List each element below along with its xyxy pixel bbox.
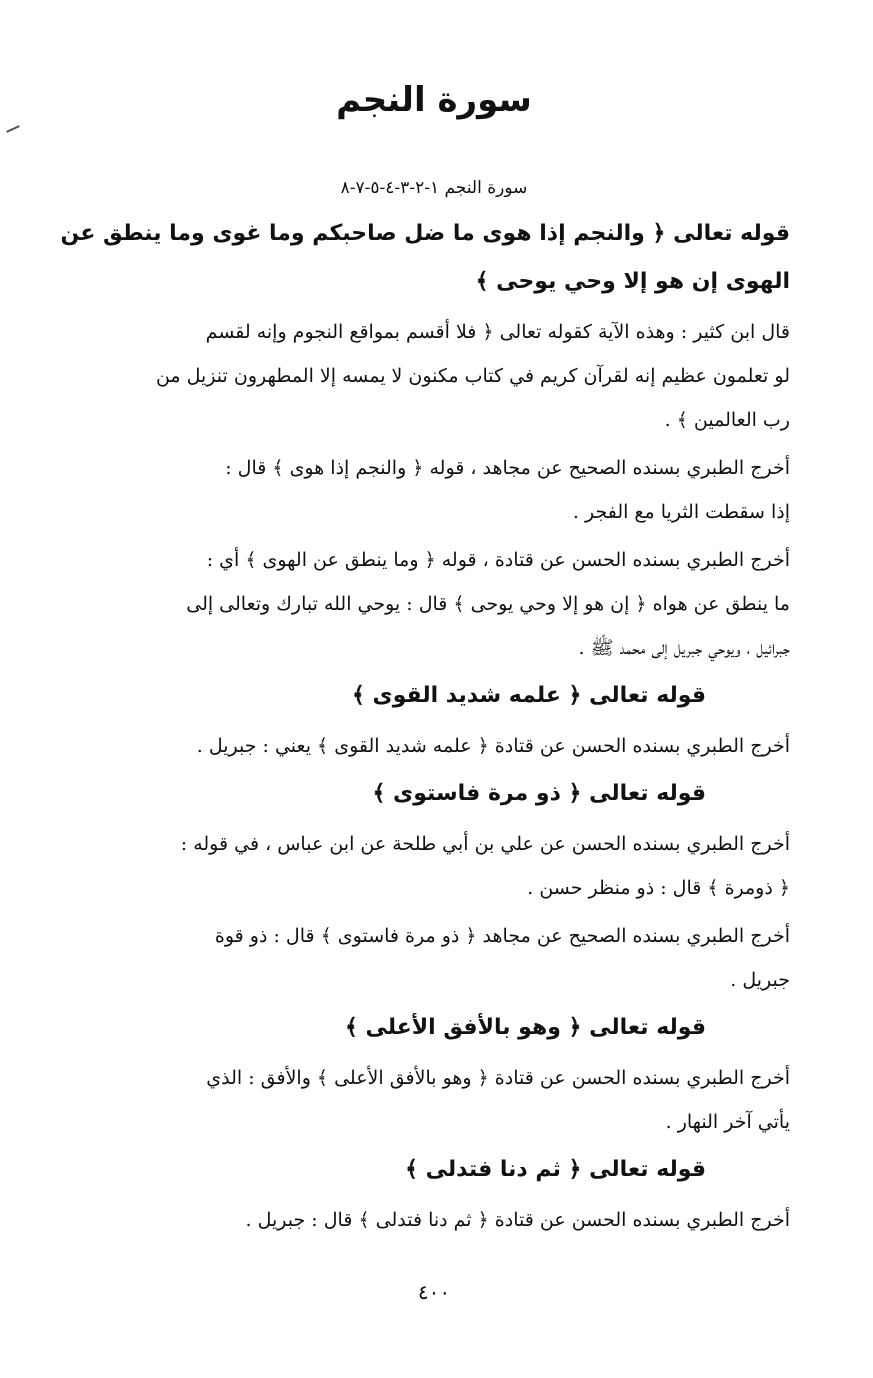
document-page xyxy=(60,0,790,1378)
page-number: ٤٠٠ xyxy=(417,1280,451,1304)
paragraph-line: جبريل . xyxy=(730,969,790,991)
paragraph-line: أخرج الطبري بسنده الحسن عن قتادة ﴿ ثم دنا فتدلى ﴾ قال : جبريل . xyxy=(245,1209,790,1231)
document-body xyxy=(60,210,790,1244)
verse-heading xyxy=(78,770,790,818)
section-reference: سورة النجم ١-٢-٣-٤-٥-٧-٨ xyxy=(340,178,528,198)
verse-heading xyxy=(78,1146,790,1194)
paragraph-line: إذا سقطت الثريا مع الفجر . xyxy=(572,501,790,523)
commentary-paragraph xyxy=(78,1198,790,1242)
heading-line: قوله تعالى ﴿ ذو مرة فاستوى ﴾ xyxy=(372,781,706,806)
verse-heading xyxy=(60,210,790,306)
paragraph-line: أخرج الطبري بسنده الحسن عن قتادة ، قوله ﴿ وما ينطق عن الهوى ﴾ أي : xyxy=(206,549,790,571)
paragraph-line: قال ابن كثير : وهذه الآية كقوله تعالى ﴿ فلا أقسم بمواقع النجوم وإنه لقسم xyxy=(205,321,790,343)
heading-line: الهوى إن هو إلا وحي يوحى ﴾ xyxy=(475,269,790,294)
heading-line: قوله تعالى ﴿ والنجم إذا هوى ما ضل صاحبكم وما غوى وما ينطق عن xyxy=(60,221,790,246)
verse-heading xyxy=(78,1004,790,1052)
paragraph-line: أخرج الطبري بسنده الحسن عن قتادة ﴿ وهو بالأفق الأعلى ﴾ والأفق : الذي xyxy=(206,1067,790,1089)
paragraph-line: جبرائيل ، ويوحي جبريل إلى محمد ﷺ . xyxy=(578,637,790,659)
paragraph-line: لو تعلمون عظيم إنه لقرآن كريم في كتاب مكنون لا يمسه إلا المطهرون تنزيل من xyxy=(155,365,790,387)
commentary-paragraph xyxy=(78,914,790,1002)
commentary-paragraph xyxy=(78,446,790,534)
commentary-paragraph xyxy=(78,724,790,768)
paragraph-line: أخرج الطبري بسنده الصحيح عن مجاهد ﴿ ذو مرة فاستوى ﴾ قال : ذو قوة xyxy=(214,925,790,947)
commentary-paragraph xyxy=(78,538,790,670)
paragraph-line: رب العالمين ﴾ . xyxy=(664,409,790,431)
page-title: سورة النجم xyxy=(336,80,532,120)
paragraph-line: ما ينطق عن هواه ﴿ إن هو إلا وحي يوحى ﴾ قال : يوحي الله تبارك وتعالى إلى xyxy=(186,593,790,615)
paragraph-line: أخرج الطبري بسنده الحسن عن قتادة ﴿ علمه شديد القوى ﴾ يعني : جبريل . xyxy=(196,735,790,757)
commentary-paragraph xyxy=(78,310,790,442)
commentary-paragraph xyxy=(78,1056,790,1144)
paragraph-line: أخرج الطبري بسنده الحسن عن علي بن أبي طلحة عن ابن عباس ، في قوله : xyxy=(180,833,790,855)
heading-line: قوله تعالى ﴿ علمه شديد القوى ﴾ xyxy=(352,683,706,708)
verse-heading xyxy=(78,672,790,720)
heading-line: قوله تعالى ﴿ ثم دنا فتدلى ﴾ xyxy=(405,1157,706,1182)
heading-line: قوله تعالى ﴿ وهو بالأفق الأعلى ﴾ xyxy=(344,1015,706,1040)
paragraph-line: أخرج الطبري بسنده الصحيح عن مجاهد ، قوله ﴿ والنجم إذا هوى ﴾ قال : xyxy=(225,457,790,479)
commentary-paragraph xyxy=(78,822,790,910)
margin-mark xyxy=(6,125,20,133)
paragraph-line: ﴿ ذومرة ﴾ قال : ذو منظر حسن . xyxy=(527,877,790,899)
paragraph-line: يأتي آخر النهار . xyxy=(665,1111,790,1133)
